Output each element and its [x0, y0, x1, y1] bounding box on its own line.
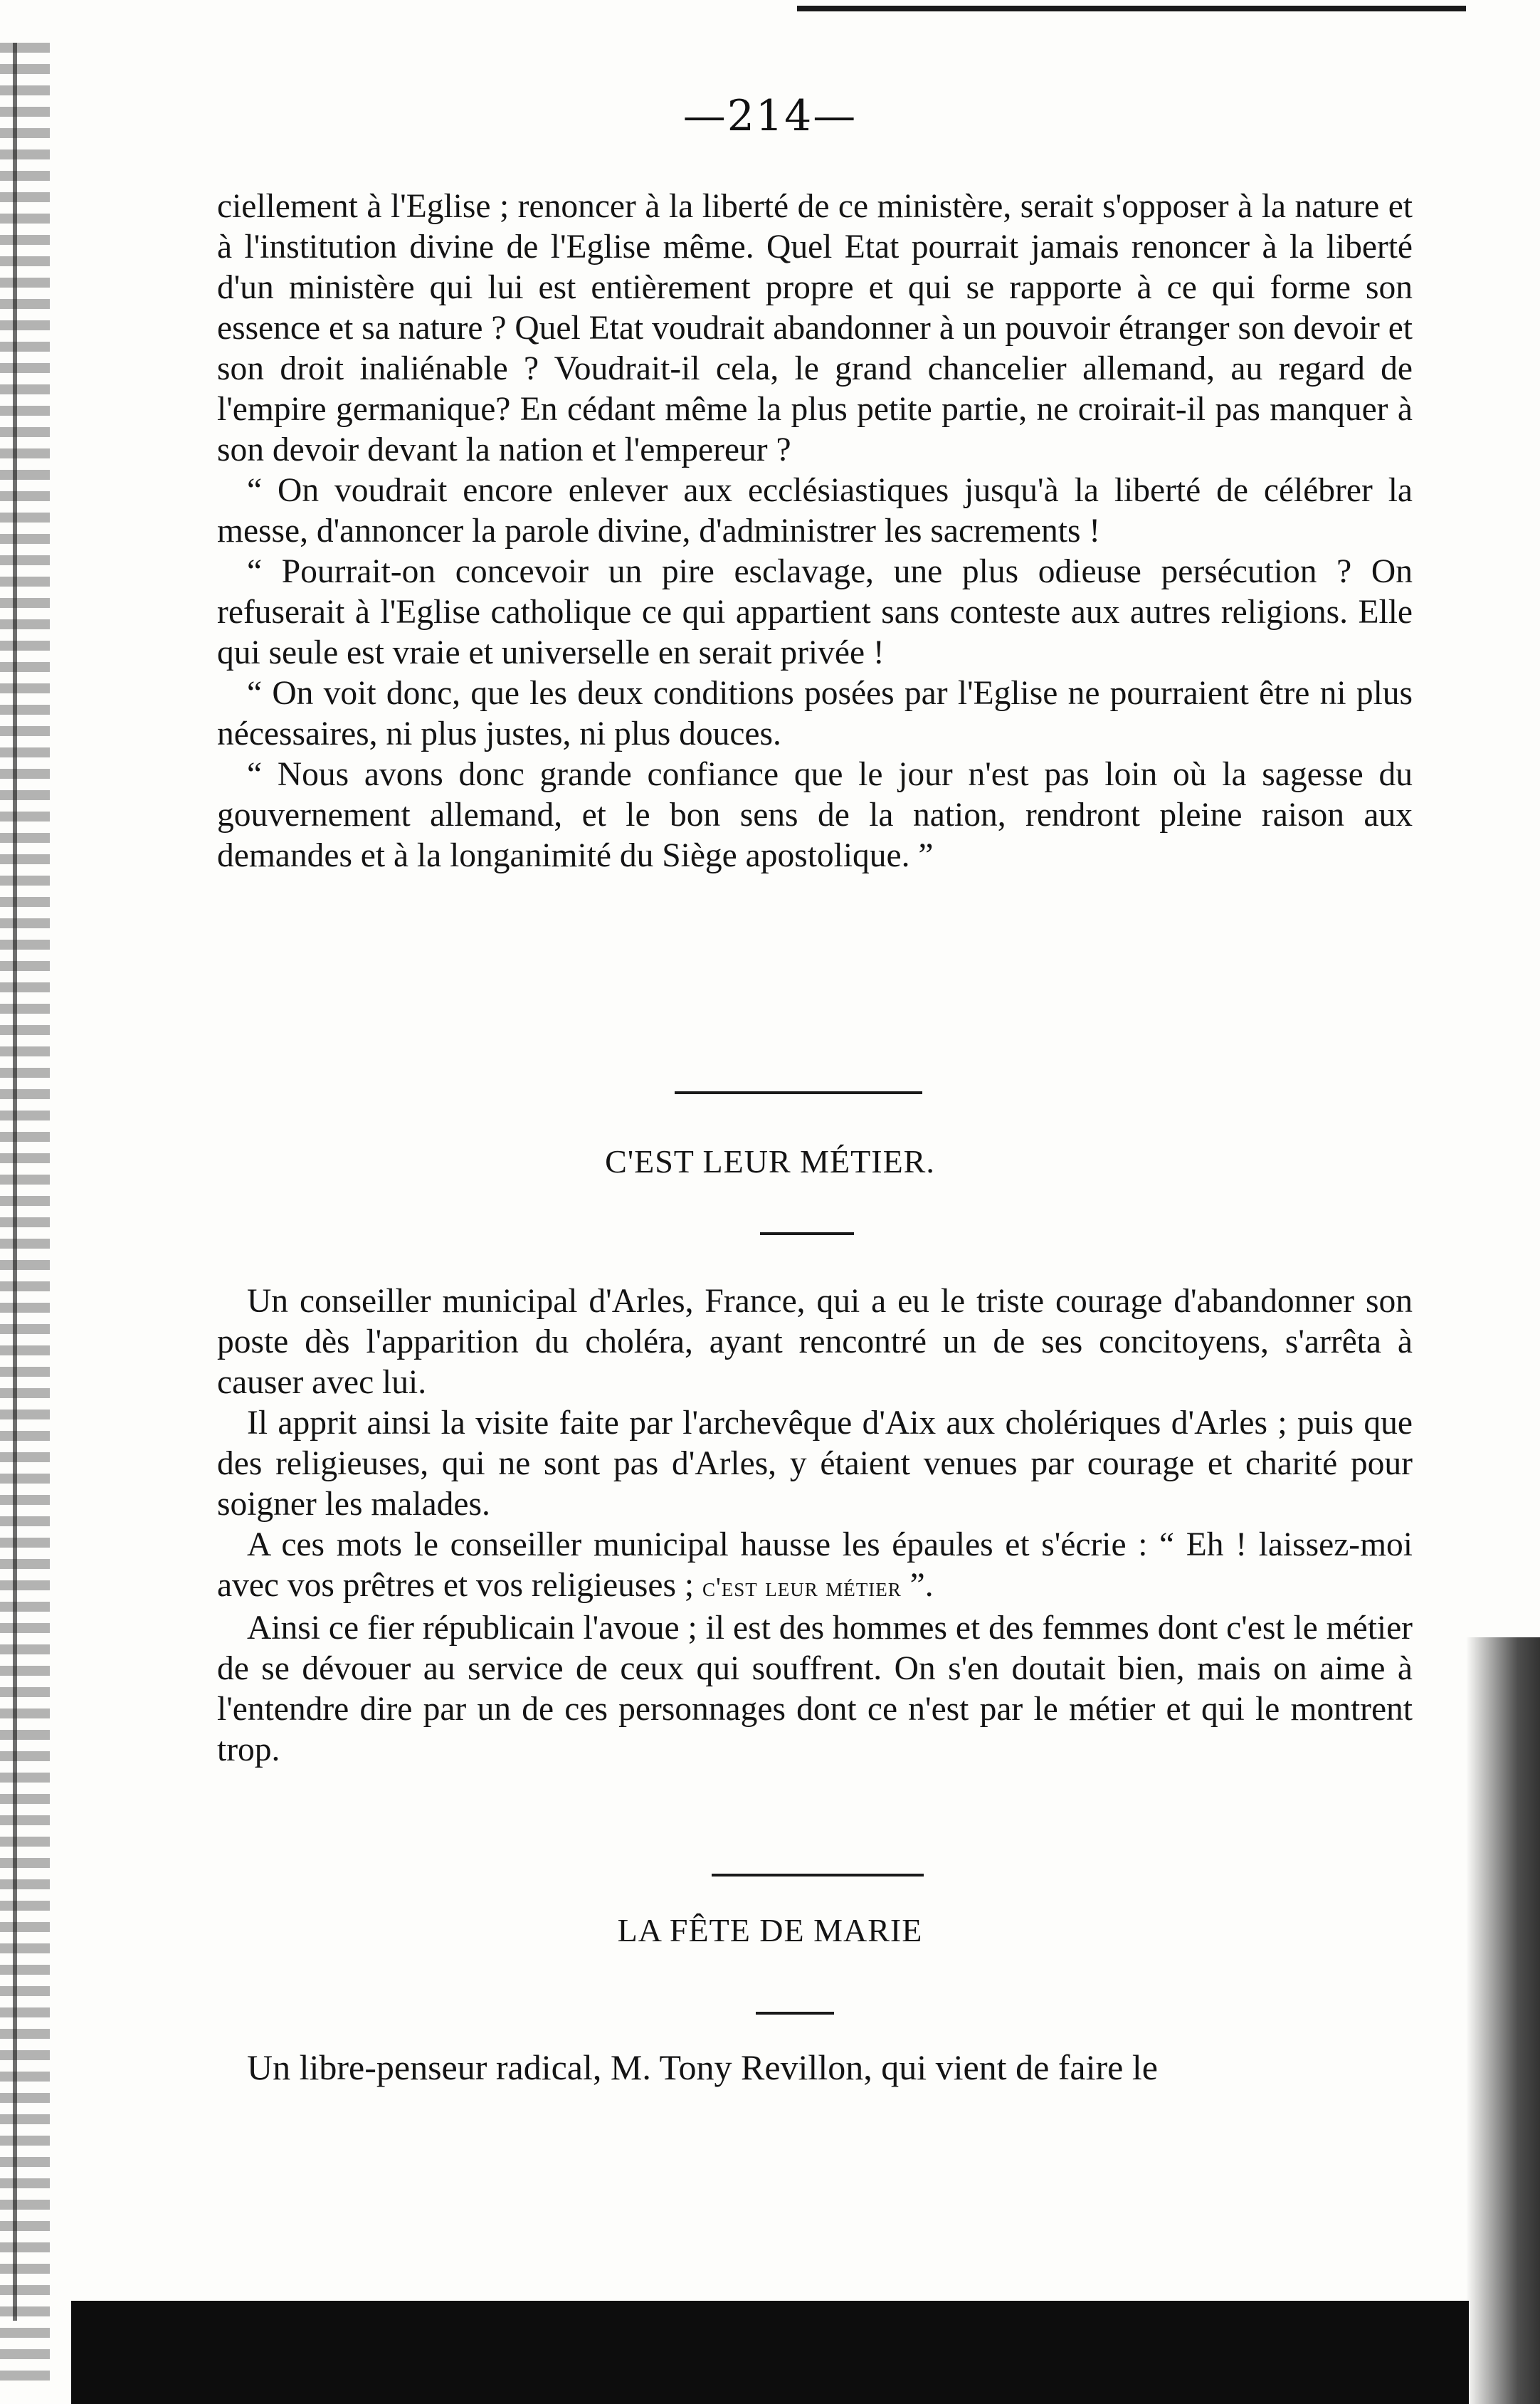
- scan-border-right: [1466, 1637, 1540, 2404]
- paragraph: Un conseiller municipal d'Arles, France, qui a eu le triste courage d'abandonner son poste dès l'apparition du choléra, ayant rencontré un de ses concitoyens, s'arrêta à causer avec lui.: [217, 1283, 1413, 1401]
- section-divider: [712, 1874, 924, 1877]
- article-body: [217, 2047, 1413, 2088]
- section-continued-text: [217, 187, 1413, 876]
- small-caps-phrase: c'est leur métier: [702, 1573, 902, 1602]
- scan-border-top: [797, 6, 1466, 11]
- article-body: [217, 1281, 1413, 1770]
- paragraph: Ainsi ce fier républicain l'avoue ; il est des hommes et des femmes dont c'est le métier de se dévouer au service de ceux qui souffrent. On s'en doutait bien, mais on aime à l'entendre dire par un de ces personnages dont ce n'est par le métier et qui le montrent trop.: [217, 1610, 1413, 1768]
- paragraph: [217, 1525, 1413, 1608]
- paragraph: Il apprit ainsi la visite faite par l'archevêque d'Aix aux cholériques d'Arles ; puis que des religieuses, qui ne sont pas d'Arles, y étaient venues par courage et charité pour soigner les malades.: [217, 1405, 1413, 1523]
- paragraph: “ On voit donc, que les deux conditions posées par l'Eglise ne pourraient être ni plus nécessaires, ni plus justes, ni plus douces.: [217, 675, 1413, 752]
- article-heading: LA FÊTE DE MARIE: [617, 1912, 923, 1948]
- paragraph: “ Nous avons donc grande confiance que le jour n'est pas loin où la sagesse du gouvernement allemand, et le bon sens de la nation, rendront pleine raison aux demandes et à la longanimité du Siège apostolique. ”: [217, 756, 1413, 874]
- scan-border-left-line: [13, 43, 17, 2321]
- scan-border-left: [0, 43, 50, 2392]
- paragraph: Un libre-penseur radical, M. Tony Revillon, qui vient de faire le: [247, 2047, 1158, 2087]
- paragraph-text: ”.: [901, 1567, 934, 1604]
- heading-underline: [756, 2012, 834, 2015]
- page-number: —214—: [682, 91, 858, 141]
- heading-underline: [760, 1232, 854, 1235]
- paragraph: “ On voudrait encore enlever aux ecclésiastiques jusqu'à la liberté de célébrer la messe, d'annoncer la parole divine, d'administrer les sacrements !: [217, 472, 1413, 550]
- scan-border-bottom: [71, 2301, 1469, 2404]
- article-heading: C'EST LEUR MÉTIER.: [605, 1143, 935, 1180]
- paragraph: “ Pourrait-on concevoir un pire esclavage, une plus odieuse persécution ? On refuserait à l'Eglise catholique ce qui appartient sans conteste aux autres religions. Elle qui seule est vraie et universelle en serait privée !: [217, 553, 1413, 671]
- paragraph-text: A ces mots le conseiller municipal hausse les épaules et s'écrie : “ Eh ! laissez-moi avec vos prêtres et vos religieuses ;: [217, 1526, 1413, 1604]
- paragraph: ciellement à l'Eglise ; renoncer à la liberté de ce ministère, serait s'opposer à la nature et à l'institution divine de l'Eglise même. Quel Etat pourrait jamais renoncer à la liberté d'un ministère qui lui est entièrement propre et qui se rapporte à ce qui forme son essence et sa nature ? Quel Etat voudrait abandonner à un pouvoir étranger son devoir et son droit inaliénable ? Voudrait-il cela, le grand chancelier allemand, au regard de l'empire germanique? En cédant même la plus petite partie, ne croirait-il pas manquer à son devoir devant la nation et l'empereur ?: [217, 188, 1413, 468]
- section-divider: [675, 1091, 922, 1094]
